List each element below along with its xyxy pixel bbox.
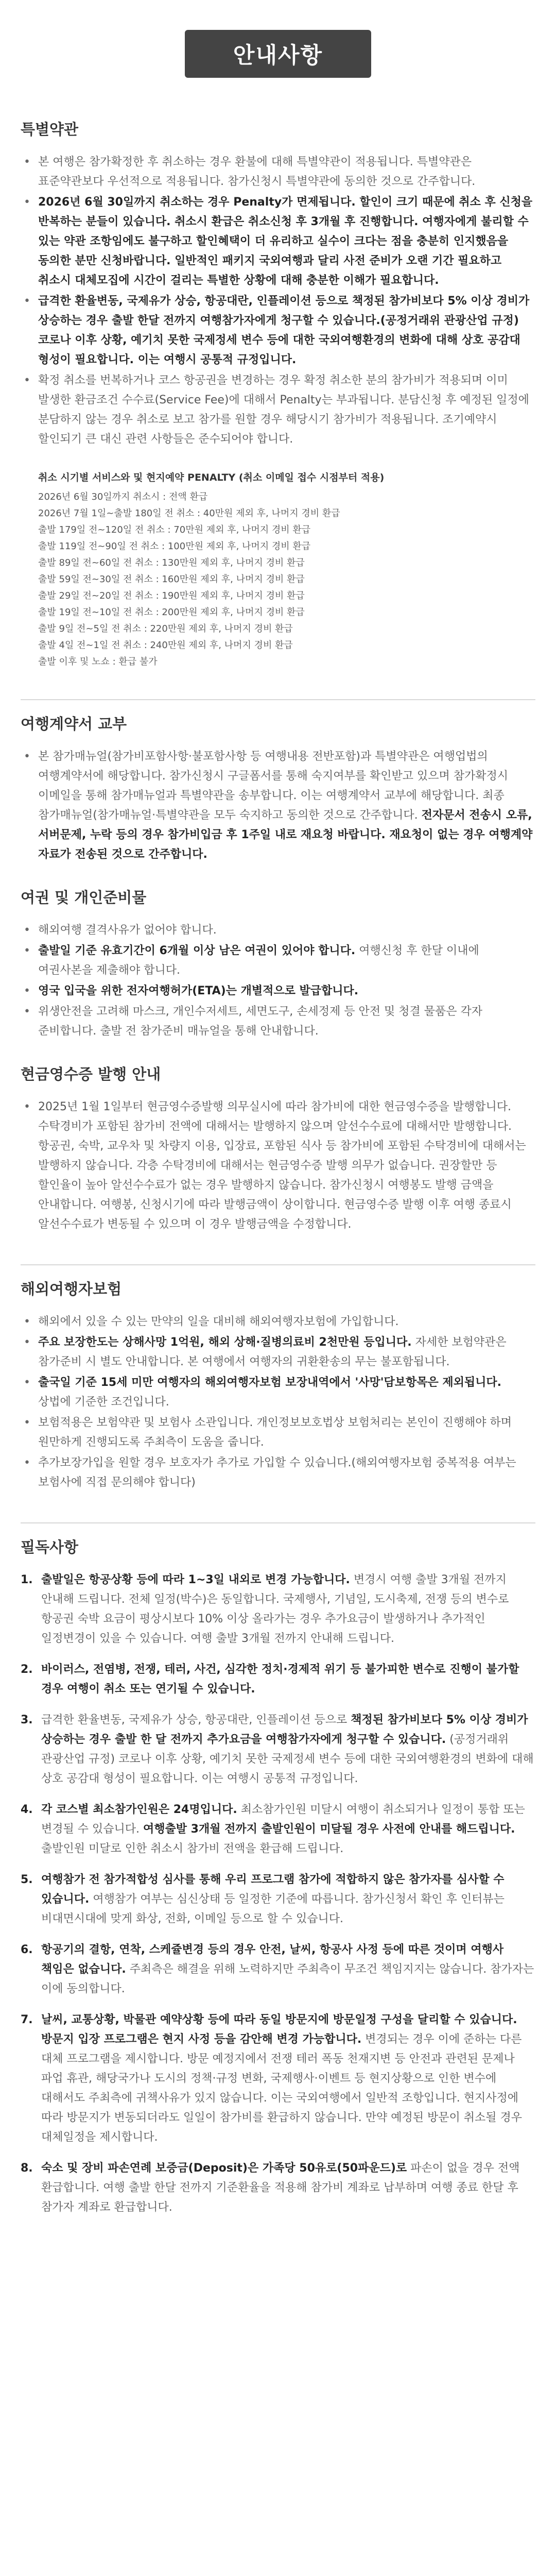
text-segment: 급격한 환율변동, 국제유가 상승, 항공대란, 인플레이션 등으로 책정된 참가비보다 5% 이상 경비가 상승하는 경우 출발 한달 전까지 여행참가자에게 청구할 수 있습니다.(공정거래위 관광산업 규정) 코로나 이후 상황, 예기치 못한 국제정세 변수 등에 대한 국외여행환경의 변화에 대해 상호 공감대 형성이 필요합니다. 이는 여행시 공통적 규정입니다.	[38, 295, 530, 366]
text-segment: 책정된 참가비보다 5% 이상 경비가 상승하는 경우 출발 한 달 전까지 추가요금을 여행참가자에게 청구할 수 있습니다.	[41, 1714, 528, 1746]
notice-number: 7.	[21, 2013, 33, 2026]
insurance-list	[21, 1312, 535, 1493]
list-item	[21, 1097, 535, 1234]
receipt-section	[21, 1063, 535, 1234]
notice-item	[21, 1660, 535, 1699]
contract-heading: 여행계약서 교부	[21, 715, 127, 733]
text-segment: 급격한 환율변동, 국제유가 상승, 항공대란, 인플레이션 등으로	[41, 1714, 351, 1726]
text-segment: 출발일은 항공상황 등에 따라 1~3일 내외로 변경 가능합니다.	[41, 1573, 350, 1586]
list-item	[21, 193, 535, 291]
text-segment: 해외에서 있을 수 있는 만약의 일을 대비해 해외여행자보험에 가입합니다.	[38, 1315, 399, 1328]
title-wrap	[0, 0, 556, 118]
text-segment: 추가보장가입을 원할 경우 보호자가 추가로 가입할 수 있습니다.(해외여행자보험 중복적용 여부는 보험사에 직접 문의해야 합니다)	[38, 1456, 516, 1489]
penalty-row: 출발 19일 전~10일 전 취소 : 200만원 제외 후, 나머지 경비 환급	[38, 607, 305, 618]
list-item	[21, 1312, 535, 1332]
list-item	[21, 152, 535, 192]
special-terms-list	[21, 152, 535, 449]
text-segment: 2026년 6월 30일까지 취소하는 경우 Penalty가 면제됩니다. 할인이 크기 때문에 취소 후 신청을 반복하는 분들이 있습니다. 취소시 환급은 취소신청 후 3개월 후 진행합니다. 여행자에게 불리할 수 있는 약관 조항임에도 불구하고 할인혜택이 더 유리하고 실수이 크다는 점을 충분히 인지했음을 동의한 분만 신청바랍니다. 일반적인 패키지 국외여행과 달리 사전 준비가 오랜 기간 필요하고 취소시 대체모집에 시간이 걸리는 특별한 상황에 대해 충분한 이해가 필요합니다.	[38, 196, 533, 287]
text-segment: 최소참가인원 미달시 여행이 취소되거나 일정이 통합 또는 변경될 수 있습니다.	[41, 1803, 525, 1836]
notice-item	[21, 1870, 535, 1929]
list-item	[21, 921, 535, 940]
special-terms-heading: 특별약관	[21, 121, 79, 138]
text-segment: 여행참가 여부는 심신상태 등 일정한 기준에 따릅니다. 참가신청서 확인 후 인터뷰는 비대면시대에 맞게 화상, 전화, 이메일 등으로 할 수 있습니다.	[41, 1893, 505, 1925]
text-segment: (공정거래위 관광산업 규정) 코로나 이후 상황, 예기치 못한 국제정세 변수 등에 대한 국외여행환경의 변화에 대해 상호 공감대 형성이 필요합니다. 이는 여행시 공통적 규정입니다.	[41, 1733, 534, 1785]
notice-number: 2.	[21, 1663, 33, 1676]
notice-item	[21, 2010, 535, 2147]
text-segment: 위생안전을 고려해 마스크, 개인수저세트, 세면도구, 손세정제 등 안전 및 청결 물품은 각자 준비합니다. 출발 전 참가준비 매뉴얼을 통해 안내합니다.	[38, 1005, 482, 1038]
text-segment: 본 여행은 참가확정한 후 취소하는 경우 환불에 대해 특별약관이 적용됩니다. 특별약관은 표준약관보다 우선적으로 적용됩니다. 참가신청시 특별약관에 동의한 것으로 간주합니다.	[38, 156, 476, 188]
text-segment: 항공기의 결항, 연착, 스케쥴변경 등의 경우 안전, 날씨, 항공사 사정 등에 따른 것이며 여행사 책임은 없습니다.	[41, 1943, 504, 1976]
notice-number: 1.	[21, 1573, 33, 1586]
text-segment: 바이러스, 전염병, 전쟁, 테러, 사건, 심각한 정치·경제적 위기 등 불가피한 변수로 진행이 불가할 경우 여행이 취소 또는 연기될 수 있습니다.	[41, 1663, 519, 1696]
text-segment: 보험적용은 보험약관 및 보험사 소관입니다. 개인정보보호법상 보험처리는 본인이 진행해야 하며 원만하게 진행되도록 주최측이 도움을 줍니다.	[38, 1416, 512, 1449]
text-segment: 확정 취소를 번복하거나 코스 항공권을 변경하는 경우 확정 취소한 분의 참가비가 적용되며 이미 발생한 환금조건 수수료(Service Fee)에 대해서 Penalty는 부과됩니다. 분담신청 후 예정된 일정에 분담하지 않는 경우 취소로 보고 참가를 원할 경우 해당시기 참가비가 적용됩니다. 조기예약시 할인되기 큰 대신 관련 사항들은 준수되어야 합니다.	[38, 374, 529, 446]
passport-list	[21, 921, 535, 1041]
notice-item	[21, 2159, 535, 2217]
notice-number: 5.	[21, 1873, 33, 1886]
text-segment: 날씨, 교통상황, 박물관 예약상황 등에 따라 동일 방문지에 방문일정 구성을 달리할 수 있습니다. 방문지 입장 프로그램은 현지 사정 등을 감안해 변경 가능합니다.	[41, 2013, 517, 2046]
notice-number: 4.	[21, 1803, 33, 1816]
contract-section	[21, 699, 535, 865]
penalty-row: 출발 89일 전~60일 전 취소 : 130만원 제외 후, 나머지 경비 환급	[38, 557, 305, 568]
notice-item	[21, 1800, 535, 1859]
list-item	[21, 1453, 535, 1493]
text-segment: 출발인원 미달로 인한 취소시 참가비 전액을 환급해 드립니다.	[41, 1842, 344, 1855]
list-item	[21, 371, 535, 449]
notice-item	[21, 1710, 535, 1789]
list-item	[21, 1002, 535, 1041]
notice-number: 6.	[21, 1943, 33, 1956]
passport-section	[21, 886, 535, 1041]
penalty-row: 출발 9일 전~5일 전 취소 : 220만원 제외 후, 나머지 경비 환급	[38, 623, 293, 634]
penalty-row: 출발 4일 전~1일 전 취소 : 240만원 제외 후, 나머지 경비 환급	[38, 640, 293, 651]
notice-item	[21, 1570, 535, 1649]
text-segment: 여행출발 3개월 전까지 출발인원이 미달될 경우 사전에 안내를 해드립니다.	[143, 1823, 515, 1836]
notice-number: 3.	[21, 1714, 33, 1726]
list-item	[21, 1413, 535, 1452]
text-segment: 상법에 기준한 조건입니다.	[38, 1396, 169, 1409]
passport-heading: 여권 및 개인준비물	[21, 889, 147, 906]
penalty-row: 출발 59일 전~30일 전 취소 : 160만원 제외 후, 나머지 경비 환급	[38, 574, 305, 585]
penalty-row: 출발 이후 및 노쇼 : 환급 불가	[38, 656, 158, 667]
contract-list	[21, 747, 535, 865]
text-segment: 자세한 보험약관은 참가준비 시 별도 안내합니다. 본 여행에서 여행자의 귀환환송의 무는 불포함됩니다.	[38, 1336, 507, 1368]
receipt-heading: 현금영수증 발행 안내	[21, 1065, 161, 1083]
receipt-list	[21, 1097, 535, 1234]
list-item	[21, 1333, 535, 1372]
list-item	[21, 941, 535, 980]
text-segment: 파손이 없을 경우 전액 환급합니다. 여행 출발 한달 전까지 기준환율을 적용해 참가비 계좌로 납부하며 여행 종료 한달 후 참가자 계좌로 환급합니다.	[41, 2162, 520, 2214]
text-segment: 출발일 기준 유효기간이 6개월 이상 남은 여권이 있어야 합니다.	[38, 944, 356, 957]
text-segment: 주요 보장한도는 상해사망 1억원, 해외 상해·질병의료비 2천만원 등입니다.	[38, 1336, 412, 1349]
list-item	[21, 292, 535, 370]
penalty-table	[38, 470, 535, 670]
list-item	[21, 981, 535, 1001]
text-segment: 해외여행 결격사유가 없어야 합니다.	[38, 924, 217, 937]
text-segment: 본 참가매뉴얼(참가비포함사항·불포함사항 등 여행내용 전반포함)과 특별약관은 여행업법의 여행계약서에 해당합니다. 참가신청시 구글폼서를 통해 숙지여부를 확인받고 있으며 참가확정시 이메일을 통해 참가매뉴얼과 특별약관을 송부합니다. 이는 여행계약서 교부에 해당합니다. 최종 참가매뉴얼(참가매뉴얼·특별약관을 모두 숙지하고 동의한 것으로 간주합니다.	[38, 750, 509, 822]
text-segment: 2025년 1월 1일부터 현금영수증발행 의무실시에 따라 참가비에 대한 현금영수증을 발행합니다. 수탁경비가 포함된 참가비 전액에 대해서는 발행하지 않으며 알선수수료에 대해서만 발행합니다. 항공권, 숙박, 교우차 및 차량지 이용, 입장료, 포함된 식사 등 참가비에 포함된 수탁경비에 대해서는 발행하지 않습니다. 각층 수탁경비에 대해서는 현금영수증 발행 의무가 없습니다. 권장할만 등 할인율이 높아 알선수수료가 없는 경우 발행하지 않습니다. 참가신청시 여행봉도 발행 금액을 안내합니다. 여행봉, 신청시기에 따라 발행금액이 상이합니다. 현금영수증 발행 이후 여행 종료시 알선수수료가 변동될 수 있으며 이 경우 발행금액을 수정합니다.	[38, 1100, 526, 1231]
penalty-header: 취소 시기별 서비스와 및 현지예약 PENALTY (취소 이메일 접수 시점부터 적용)	[38, 472, 385, 483]
penalty-row: 2026년 6월 30일까지 취소시 : 전액 환급	[38, 492, 208, 502]
text-segment: 각 코스별 최소참가인원은 24명입니다.	[41, 1803, 237, 1816]
notice-item	[21, 1940, 535, 1999]
notes-section	[21, 1522, 535, 2217]
text-segment: 전자문서 전송시 오류, 서버문제, 누락 등의 경우 참가비입금 후 1주일 내로 재요청 바랍니다. 재요청이 없는 경우 여행계약 자료가 전송된 것으로 간주합니다.	[38, 809, 533, 861]
insurance-section	[21, 1264, 535, 1493]
notice-number: 8.	[21, 2162, 33, 2175]
text-segment: 출국일 기준 15세 미만 여행자의 해외여행자보험 보장내역에서 '사망'담보항목은 제외됩니다.	[38, 1376, 502, 1389]
text-segment: 여행참가 전 참가적합성 심사를 통해 우리 프로그램 참가에 적합하지 않은 참가자를 심사할 수 있습니다.	[41, 1873, 505, 1906]
notes-list	[21, 1570, 535, 2217]
penalty-row: 출발 119일 전~90일 전 취소 : 100만원 제외 후, 나머지 경비 환급	[38, 541, 311, 552]
penalty-rows	[38, 489, 535, 670]
list-item	[21, 747, 535, 865]
text-segment: 영국 입국을 위한 전자여행허가(ETA)는 개별적으로 발급합니다.	[38, 985, 359, 997]
text-segment: 주최측은 해결을 위해 노력하지만 주최측이 무조건 책임지지는 않습니다. 참가자는 이에 동의합니다.	[41, 1963, 534, 1995]
insurance-heading: 해외여행자보험	[21, 1280, 122, 1298]
page-title: 안내사항	[185, 30, 371, 78]
special-terms-section	[21, 118, 535, 670]
penalty-row: 2026년 7월 1일~출발 180일 전 취소 : 40만원 제외 후, 나머지 경비 환급	[38, 508, 340, 519]
penalty-row: 출발 179일 전~120일 전 취소 : 70만원 제외 후, 나머지 경비 환급	[38, 524, 311, 535]
text-segment: 숙소 및 장비 파손연례 보증금(Deposit)은 가족당 50유로(50파운드)로	[41, 2162, 407, 2175]
text-segment: 변경되는 경우 이에 준하는 다른 대체 프로그램을 제시합니다. 방문 예정지에서 전쟁 테러 폭동 천재지변 등 안전과 관련된 문제나 파업 휴관, 해당국가나 도시의 정책·규정 변화, 국제행사·이벤트 등 현지상황으로 인한 변수에 대해서도 주최측에 귀책사유가 있지 않습니다. 이는 국외여행에서 일반적 조항입니다. 현지사정에 따라 방문지가 변동되더라도 일일이 참가비를 환급하지 않습니다. 만약 예정된 방문이 취소될 경우 대체일정을 제시합니다.	[41, 2033, 523, 2144]
text-segment: 변경시 여행 출발 3개월 전까지 안내해 드립니다. 전체 일정(박수)은 동일합니다. 국제행사, 기념일, 도시축제, 전쟁 등의 변수로 항공권 숙박 요금이 평상시보다 10% 이상 올라가는 경우 추가요금이 발생하거나 추가적인 일정변경이 있을 수 있습니다. 여행 출발 3개월 전까지 안내해 드립니다.	[41, 1573, 509, 1645]
text-segment: 여행신청 후 한달 이내에 여권사본을 제출해야 합니다.	[38, 944, 479, 977]
notes-heading: 필독사항	[21, 1538, 79, 1556]
list-item	[21, 1373, 535, 1412]
penalty-row: 출발 29일 전~20일 전 취소 : 190만원 제외 후, 나머지 경비 환급	[38, 590, 305, 601]
